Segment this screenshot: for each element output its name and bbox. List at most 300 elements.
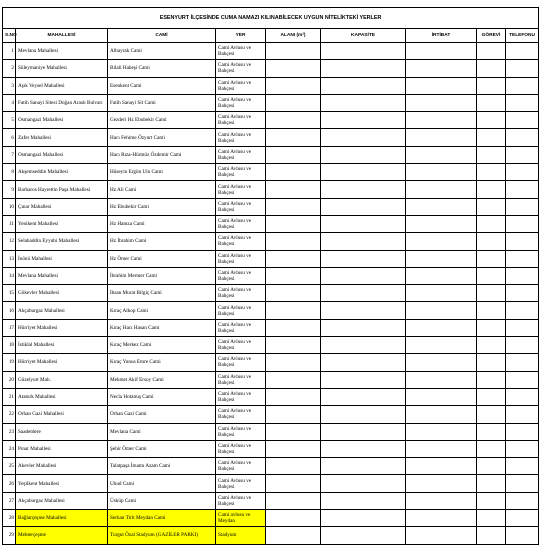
row-number: 18: [3, 337, 16, 354]
table-row: [3, 267, 539, 284]
mosque-cell: Mehmet Akif Ersoy Cami: [108, 371, 216, 388]
row-number: 19: [3, 354, 16, 371]
capacity-cell: [321, 233, 406, 250]
area-cell: [266, 267, 321, 284]
mosque-cell: Hacı Rıza-Hürmüz Özdemir Cami: [108, 146, 216, 163]
row-number: 12: [3, 233, 16, 250]
neighborhood-cell: Aşık Veysel Mahallesi: [16, 77, 108, 94]
duty-cell: [477, 337, 506, 354]
capacity-cell: [321, 77, 406, 94]
location-cell: Cami Avlusu ve Bahçesi: [216, 267, 266, 284]
area-cell: [266, 510, 321, 527]
phone-cell: [506, 371, 539, 388]
capacity-cell: [321, 406, 406, 423]
mosque-cell: Hz Ebubekir Cami: [108, 198, 216, 215]
location-cell: Cami Avlusu ve Bahçesi: [216, 164, 266, 181]
duty-cell: [477, 371, 506, 388]
duty-cell: [477, 319, 506, 336]
column-header: S.NO: [3, 29, 16, 43]
capacity-cell: [321, 492, 406, 509]
duty-cell: [477, 233, 506, 250]
phone-cell: [506, 146, 539, 163]
neighborhood-cell: Barbaros Hayrettin Paşa Mahallesi: [16, 181, 108, 198]
mosque-cell: Gezderi Hz Ebubekir Cami: [108, 112, 216, 129]
table-row: [3, 60, 539, 77]
table-row: [3, 302, 539, 319]
contact-cell: [406, 319, 477, 336]
location-cell: Cami Avlusu ve Bahçesi: [216, 423, 266, 440]
neighborhood-cell: Akevler Mahallesi: [16, 458, 108, 475]
area-cell: [266, 77, 321, 94]
contact-cell: [406, 94, 477, 111]
phone-cell: [506, 267, 539, 284]
table-row: [3, 527, 539, 544]
contact-cell: [406, 388, 477, 405]
area-cell: [266, 475, 321, 492]
table-row: [3, 354, 539, 371]
neighborhood-cell: Yeşilkent Mahallesi: [16, 475, 108, 492]
mosque-cell: Hz Ömer Cami: [108, 250, 216, 267]
area-cell: [266, 354, 321, 371]
location-cell: Cami Avlusu ve Bahçesi: [216, 77, 266, 94]
area-cell: [266, 60, 321, 77]
table-row: [3, 458, 539, 475]
location-cell: Cami Avlusu ve Bahçesi: [216, 43, 266, 60]
capacity-cell: [321, 388, 406, 405]
column-header-row: [3, 29, 539, 43]
contact-cell: [406, 112, 477, 129]
row-number: 16: [3, 302, 16, 319]
neighborhood-cell: Yenikent Mahallesi: [16, 215, 108, 232]
location-cell: Cami Avlusu ve Bahçesi: [216, 112, 266, 129]
column-header: TELEFONU: [506, 29, 539, 43]
capacity-cell: [321, 60, 406, 77]
row-number: 6: [3, 129, 16, 146]
contact-cell: [406, 285, 477, 302]
location-cell: Cami Avlusu ve Bahçesi: [216, 319, 266, 336]
duty-cell: [477, 215, 506, 232]
area-cell: [266, 198, 321, 215]
location-cell: Cami Avlusu ve Bahçesi: [216, 233, 266, 250]
column-header: CAMİ: [108, 29, 216, 43]
area-cell: [266, 423, 321, 440]
mosque-cell: Esenkent Cami: [108, 77, 216, 94]
table-row: [3, 77, 539, 94]
area-cell: [266, 112, 321, 129]
duty-cell: [477, 510, 506, 527]
table-row: [3, 112, 539, 129]
contact-cell: [406, 458, 477, 475]
area-cell: [266, 129, 321, 146]
mosque-cell: İhsan Murat Bilgiç Cami: [108, 285, 216, 302]
row-number: 15: [3, 285, 16, 302]
capacity-cell: [321, 94, 406, 111]
location-cell: Cami avlusu ve Meydan: [216, 510, 266, 527]
neighborhood-cell: Süleymaniye Mahallesi: [16, 60, 108, 77]
phone-cell: [506, 285, 539, 302]
phone-cell: [506, 94, 539, 111]
duty-cell: [477, 388, 506, 405]
capacity-cell: [321, 475, 406, 492]
contact-cell: [406, 60, 477, 77]
table-row: [3, 423, 539, 440]
capacity-cell: [321, 458, 406, 475]
duty-cell: [477, 129, 506, 146]
column-header: KAPASİTE: [321, 29, 406, 43]
spreadsheet: [2, 7, 538, 545]
table-row: [3, 492, 539, 509]
table-row: [3, 146, 539, 163]
row-number: 13: [3, 250, 16, 267]
duty-cell: [477, 250, 506, 267]
row-number: 2: [3, 60, 16, 77]
table-row: [3, 337, 539, 354]
area-cell: [266, 94, 321, 111]
location-cell: Cami Avlusu ve Bahçesi: [216, 337, 266, 354]
table-row: [3, 94, 539, 111]
contact-cell: [406, 527, 477, 544]
location-cell: Cami Avlusu ve Bahçesi: [216, 129, 266, 146]
mosque-cell: Albayrak Cami: [108, 43, 216, 60]
capacity-cell: [321, 319, 406, 336]
contact-cell: [406, 354, 477, 371]
table-row: [3, 43, 539, 60]
capacity-cell: [321, 354, 406, 371]
area-cell: [266, 43, 321, 60]
capacity-cell: [321, 129, 406, 146]
mosque-cell: Bilali Habeşi Cami: [108, 60, 216, 77]
phone-cell: [506, 43, 539, 60]
table-row: [3, 510, 539, 527]
row-number: 7: [3, 146, 16, 163]
mosque-cell: Şehir Ömer Cami: [108, 440, 216, 457]
mosque-cell: Hz İbrahim Cami: [108, 233, 216, 250]
row-number: 14: [3, 267, 16, 284]
contact-cell: [406, 302, 477, 319]
phone-cell: [506, 354, 539, 371]
contact-cell: [406, 406, 477, 423]
phone-cell: [506, 112, 539, 129]
neighborhood-cell: Pınar Mahallesi: [16, 440, 108, 457]
phone-cell: [506, 164, 539, 181]
page-title: ESENYURT İLÇESİNDE CUMA NAMAZI KILINABİLECEK UYGUN NİTELİKTEKİ YERLER: [3, 8, 539, 29]
neighborhood-cell: Mevlana Mahallesi: [16, 43, 108, 60]
mosque-cell: Kıraç Alkop Cami: [108, 302, 216, 319]
capacity-cell: [321, 181, 406, 198]
area-cell: [266, 250, 321, 267]
duty-cell: [477, 146, 506, 163]
table-row: [3, 129, 539, 146]
mosque-cell: Kıraç Hacı Hasan Cami: [108, 319, 216, 336]
contact-cell: [406, 423, 477, 440]
row-number: 25: [3, 458, 16, 475]
neighborhood-cell: Zafer Mahallesi: [16, 129, 108, 146]
table-row: [3, 250, 539, 267]
duty-cell: [477, 285, 506, 302]
row-number: 20: [3, 371, 16, 388]
location-cell: Cami Avlusu ve Bahçesi: [216, 458, 266, 475]
table-row: [3, 440, 539, 457]
neighborhood-cell: Çınar Mahallesi: [16, 198, 108, 215]
contact-cell: [406, 337, 477, 354]
row-number: 11: [3, 215, 16, 232]
phone-cell: [506, 440, 539, 457]
row-number: 26: [3, 475, 16, 492]
neighborhood-cell: Bağlarçeşme Mahallesi: [16, 510, 108, 527]
duty-cell: [477, 440, 506, 457]
location-cell: Stadyum: [216, 527, 266, 544]
capacity-cell: [321, 527, 406, 544]
capacity-cell: [321, 146, 406, 163]
contact-cell: [406, 181, 477, 198]
contact-cell: [406, 233, 477, 250]
duty-cell: [477, 198, 506, 215]
column-header: İRTİBAT: [406, 29, 477, 43]
contact-cell: [406, 198, 477, 215]
location-cell: Cami Avlusu ve Bahçesi: [216, 215, 266, 232]
location-cell: Cami Avlusu ve Bahçesi: [216, 146, 266, 163]
area-cell: [266, 181, 321, 198]
location-cell: Cami Avlusu ve Bahçesi: [216, 492, 266, 509]
location-cell: Cami Avlusu ve Bahçesi: [216, 60, 266, 77]
mosque-cell: Uhud Cami: [108, 475, 216, 492]
table-row: [3, 181, 539, 198]
capacity-cell: [321, 43, 406, 60]
phone-cell: [506, 423, 539, 440]
row-number: 10: [3, 198, 16, 215]
column-header: YER: [216, 29, 266, 43]
phone-cell: [506, 181, 539, 198]
duty-cell: [477, 60, 506, 77]
location-cell: Cami Avlusu ve Bahçesi: [216, 181, 266, 198]
row-number: 23: [3, 423, 16, 440]
table-row: [3, 215, 539, 232]
neighborhood-cell: Selahaddin Eyyubi Mahallesi: [16, 233, 108, 250]
contact-cell: [406, 164, 477, 181]
duty-cell: [477, 77, 506, 94]
neighborhood-cell: Gökevler Mahallesi: [16, 285, 108, 302]
neighborhood-cell: Osmangazi Mahallesi: [16, 112, 108, 129]
mosque-cell: Hz Hamza Cami: [108, 215, 216, 232]
neighborhood-cell: Hürriyet Mahallesi: [16, 354, 108, 371]
phone-cell: [506, 406, 539, 423]
capacity-cell: [321, 198, 406, 215]
mosque-cell: İbrahim Mermer Cami: [108, 267, 216, 284]
row-number: 9: [3, 181, 16, 198]
capacity-cell: [321, 337, 406, 354]
duty-cell: [477, 43, 506, 60]
mosque-cell: Hüseyin Ergün Ulu Cami: [108, 164, 216, 181]
mosque-cell: Fatih Sanayi Sit Cami: [108, 94, 216, 111]
table-body: [3, 43, 539, 545]
mosque-cell: Orhan Gazi Cami: [108, 406, 216, 423]
duty-cell: [477, 112, 506, 129]
mosque-cell: Kıraç Merkez Cami: [108, 337, 216, 354]
capacity-cell: [321, 267, 406, 284]
area-cell: [266, 492, 321, 509]
area-cell: [266, 337, 321, 354]
duty-cell: [477, 181, 506, 198]
column-header: ALANI (m²): [266, 29, 321, 43]
phone-cell: [506, 475, 539, 492]
location-cell: Cami Avlusu ve Bahçesi: [216, 371, 266, 388]
capacity-cell: [321, 440, 406, 457]
neighborhood-cell: Orhan Gazi Mahallesi: [16, 406, 108, 423]
area-cell: [266, 458, 321, 475]
row-number: 5: [3, 112, 16, 129]
capacity-cell: [321, 112, 406, 129]
duty-cell: [477, 354, 506, 371]
table-row: [3, 406, 539, 423]
row-number: 29: [3, 527, 16, 544]
neighborhood-cell: Akşemseddin Mahallesi: [16, 164, 108, 181]
contact-cell: [406, 43, 477, 60]
phone-cell: [506, 250, 539, 267]
location-cell: Cami Avlusu ve Bahçesi: [216, 250, 266, 267]
duty-cell: [477, 458, 506, 475]
capacity-cell: [321, 215, 406, 232]
phone-cell: [506, 492, 539, 509]
area-cell: [266, 233, 321, 250]
table-row: [3, 198, 539, 215]
phone-cell: [506, 129, 539, 146]
area-cell: [266, 388, 321, 405]
row-number: 28: [3, 510, 16, 527]
capacity-cell: [321, 250, 406, 267]
area-cell: [266, 371, 321, 388]
phone-cell: [506, 388, 539, 405]
location-cell: Cami Avlusu ve Bahçesi: [216, 475, 266, 492]
neighborhood-cell: Akçaburgaz Mahallesi: [16, 302, 108, 319]
contact-cell: [406, 492, 477, 509]
phone-cell: [506, 77, 539, 94]
capacity-cell: [321, 371, 406, 388]
neighborhood-cell: Akçaburgaz Mahallesi: [16, 492, 108, 509]
phone-cell: [506, 527, 539, 544]
phone-cell: [506, 319, 539, 336]
duty-cell: [477, 164, 506, 181]
area-cell: [266, 302, 321, 319]
location-cell: Cami Avlusu ve Bahçesi: [216, 285, 266, 302]
phone-cell: [506, 198, 539, 215]
capacity-cell: [321, 423, 406, 440]
neighborhood-cell: Ataturk Mahallesi: [16, 388, 108, 405]
table-row: [3, 233, 539, 250]
area-cell: [266, 440, 321, 457]
table-row: [3, 285, 539, 302]
capacity-cell: [321, 302, 406, 319]
neighborhood-cell: Hürriyet Mahallesi: [16, 319, 108, 336]
phone-cell: [506, 337, 539, 354]
location-cell: Cami Avlusu ve Bahçesi: [216, 198, 266, 215]
neighborhood-cell: İstiklal Mahallesi: [16, 337, 108, 354]
location-cell: Cami Avlusu ve Bahçesi: [216, 94, 266, 111]
mosque-cell: Talatpaşa İmamı Azam Cami: [108, 458, 216, 475]
mosque-cell: Necla Hotamış Cami: [108, 388, 216, 405]
contact-cell: [406, 129, 477, 146]
neighborhood-cell: Fatih Sanayi Sitesi Doğan Araslı Bulvarı: [16, 94, 108, 111]
row-number: 1: [3, 43, 16, 60]
neighborhood-cell: İnönü Mahallesi: [16, 250, 108, 267]
contact-cell: [406, 267, 477, 284]
phone-cell: [506, 60, 539, 77]
duty-cell: [477, 475, 506, 492]
area-cell: [266, 164, 321, 181]
row-number: 27: [3, 492, 16, 509]
location-cell: Cami Avlusu ve Bahçesi: [216, 406, 266, 423]
row-number: 4: [3, 94, 16, 111]
mosque-cell: Hz Ali Cami: [108, 181, 216, 198]
duty-cell: [477, 302, 506, 319]
location-cell: Cami Avlusu ve Bahçesi: [216, 388, 266, 405]
contact-cell: [406, 510, 477, 527]
duty-cell: [477, 492, 506, 509]
neighborhood-cell: Mevlana Mahallesi: [16, 267, 108, 284]
mosque-cell: Hacı Fehime Özyurt Cami: [108, 129, 216, 146]
area-cell: [266, 146, 321, 163]
mosque-cell: Serhan Tirit Meydan Cami: [108, 510, 216, 527]
contact-cell: [406, 77, 477, 94]
table-row: [3, 164, 539, 181]
duty-cell: [477, 527, 506, 544]
capacity-cell: [321, 510, 406, 527]
area-cell: [266, 406, 321, 423]
contact-cell: [406, 146, 477, 163]
location-cell: Cami Avlusu ve Bahçesi: [216, 302, 266, 319]
phone-cell: [506, 215, 539, 232]
neighborhood-cell: Osmangazi Mahallesi: [16, 146, 108, 163]
mosque-cell: Kıraç Yunus Emre Cami: [108, 354, 216, 371]
neighborhood-cell: Mehterçeşme: [16, 527, 108, 544]
area-cell: [266, 285, 321, 302]
row-number: 22: [3, 406, 16, 423]
row-number: 8: [3, 164, 16, 181]
mosque-cell: Üsküp Cami: [108, 492, 216, 509]
mosque-cell: Turgut Özal Stadyum (GAZİLER PARKI): [108, 527, 216, 544]
area-cell: [266, 215, 321, 232]
area-cell: [266, 319, 321, 336]
location-cell: Cami Avlusu ve Bahçesi: [216, 354, 266, 371]
table-row: [3, 371, 539, 388]
mosque-cell: Mevlana Cami: [108, 423, 216, 440]
capacity-cell: [321, 164, 406, 181]
table-row: [3, 319, 539, 336]
mosque-table: [2, 7, 539, 545]
table-row: [3, 475, 539, 492]
table-row: [3, 388, 539, 405]
column-header: MAHALLESİ: [16, 29, 108, 43]
duty-cell: [477, 406, 506, 423]
capacity-cell: [321, 285, 406, 302]
row-number: 24: [3, 440, 16, 457]
phone-cell: [506, 302, 539, 319]
area-cell: [266, 527, 321, 544]
row-number: 17: [3, 319, 16, 336]
phone-cell: [506, 458, 539, 475]
contact-cell: [406, 440, 477, 457]
contact-cell: [406, 250, 477, 267]
duty-cell: [477, 94, 506, 111]
phone-cell: [506, 233, 539, 250]
duty-cell: [477, 267, 506, 284]
location-cell: Cami Avlusu ve Bahçesi: [216, 440, 266, 457]
neighborhood-cell: Güzelyurt Mah.: [16, 371, 108, 388]
column-header: GÖREVİ: [477, 29, 506, 43]
contact-cell: [406, 475, 477, 492]
contact-cell: [406, 215, 477, 232]
contact-cell: [406, 371, 477, 388]
row-number: 3: [3, 77, 16, 94]
